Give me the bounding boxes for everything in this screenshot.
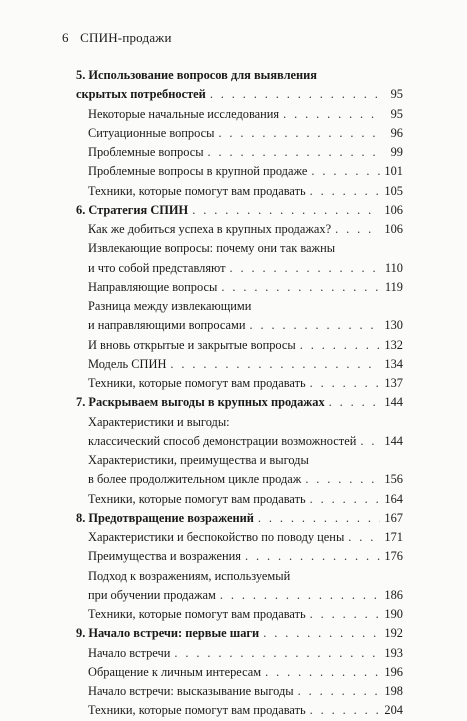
dot-leader [310,490,381,509]
dot-leader [310,374,381,393]
toc-entry-title: Начало встречи [88,645,171,660]
table-of-contents [76,66,403,721]
toc-chapter-line [76,393,403,412]
dot-leader [208,143,381,162]
toc-entry-line [76,105,403,124]
toc-entry-line [76,644,403,663]
toc-entry-title: Проблемные вопросы в крупной продаже [88,164,308,179]
dot-leader [329,393,381,412]
toc-entry-title: Модель СПИН [88,356,167,371]
toc-page-number: 132 [384,337,403,352]
toc-entry-line [76,663,403,682]
toc-entry-title: скрытых потребностей [76,87,206,102]
toc-entry-title: в более продолжительном цикле продаж [88,472,302,487]
toc-entry-line [76,220,403,239]
toc-entry-line [76,297,403,316]
page-number: 6 [62,30,69,45]
toc-page-number: 106 [384,202,403,217]
toc-page-number: 171 [384,530,403,544]
toc-entry-line [76,547,403,566]
toc-page-number: 105 [384,183,403,198]
toc-entry-title: Характеристики и беспокойство по поводу цены [88,530,345,544]
toc-entry-line [76,374,403,393]
toc-entry-title: Характеристики и выгоды: [88,414,230,429]
dot-leader [348,528,380,547]
toc-page-number: 137 [384,376,403,390]
dot-leader [245,547,380,566]
dot-leader [360,432,380,451]
toc-entry-title: 5. Использование вопросов для выявления [76,68,318,82]
running-header [62,30,172,46]
toc-entry-line [76,278,403,297]
toc-page-number: 176 [384,549,403,564]
toc-entry-title: Начало встречи: высказывание выгоды [88,684,294,698]
toc-entry-line [76,586,403,605]
toc-page-number: 144 [384,433,403,448]
toc-entry-title: 7. Раскрываем выгоды в крупных продажах [76,395,325,410]
toc-entry-title: Ситуационные вопросы [88,125,215,140]
toc-entry-title: Обращение к личным интересам [88,664,262,679]
dot-leader [310,701,381,720]
toc-page-number: 106 [384,222,403,236]
toc-chapter-line [76,201,403,220]
dot-leader [305,470,380,489]
toc-page-number: 190 [384,607,403,621]
toc-entry-title: при обучении продажам [88,587,216,602]
toc-page-number: 134 [384,356,403,371]
toc-entry-title: классический способ демонстрации возможностей [88,433,357,448]
toc-entry-line [76,182,403,201]
toc-entry-line [76,451,403,470]
toc-entry-title: Подход к возражениям, используемый [88,568,291,583]
dot-leader [218,124,381,143]
toc-entry-title: Техники, которые помогут вам продавать [88,183,306,198]
toc-entry-title: 6. Стратегия СПИН [76,202,189,217]
toc-entry-line [76,259,403,278]
toc-page-number: 95 [390,106,403,121]
toc-page-number: 193 [384,645,403,660]
toc-entry-line [76,701,403,720]
dot-leader [230,259,381,278]
dot-leader [192,201,380,220]
dot-leader [310,605,381,624]
toc-chapter-line [76,624,403,643]
toc-page-number: 167 [384,510,403,525]
toc-entry-line [76,528,403,547]
toc-page-number: 164 [384,491,403,506]
toc-entry-line [76,490,403,509]
dot-leader [220,586,381,605]
toc-page-number: 119 [384,279,403,294]
toc-entry-line [76,162,403,181]
toc-entry-title: Преимущества и возражения [88,549,241,564]
toc-entry-line [76,239,403,258]
toc-entry-line [76,470,403,489]
toc-page-number: 198 [384,684,403,698]
dot-leader [265,663,380,682]
toc-entry-line [76,355,403,374]
running-title: СПИН-продажи [80,30,172,45]
toc-entry-title: Некоторые начальные исследования [88,106,280,121]
toc-chapter-line [76,66,403,85]
dot-leader [310,182,381,201]
toc-page-number: 196 [384,664,403,679]
toc-entry-line [76,413,403,432]
toc-entry-title: и что собой представляют [88,260,226,275]
toc-entry-line [76,336,403,355]
toc-page-number: 192 [384,626,403,641]
toc-page-number: 156 [384,472,403,487]
toc-entry-title: Техники, которые помогут вам продавать [88,607,306,621]
toc-page-number: 95 [390,87,403,102]
toc-page-number: 186 [384,587,403,602]
toc-entry-line [76,605,403,624]
dot-leader [311,162,380,181]
toc-entry-line [76,143,403,162]
toc-page-number: 110 [384,260,403,275]
toc-entry-line [76,682,403,701]
toc-page-number: 99 [390,145,403,159]
toc-entry-title: Извлекающие вопросы: почему они так важны [88,241,336,256]
toc-entry-line [76,316,403,335]
toc-entry-title: Техники, которые помогут вам продавать [88,491,306,506]
dot-leader [298,682,381,701]
toc-page-number: 144 [384,395,403,410]
dot-leader [221,278,381,297]
dot-leader [170,355,380,374]
toc-entry-title: Как же добиться успеха в крупных продажах? [88,222,332,236]
toc-page-number: 130 [384,318,403,333]
toc-entry-title: Характеристики, преимущества и выгоды [88,453,309,467]
toc-entry-line [76,567,403,586]
toc-entry-title: Разница между извлекающими [88,299,252,313]
toc-entry-title: и направляющими вопросами [88,318,246,333]
toc-page-number: 96 [390,125,403,140]
dot-leader [210,85,381,104]
toc-entry-title: 9. Начало встречи: первые шаги [76,626,260,641]
dot-leader [335,220,380,239]
toc-entry-title: И вновь открытые и закрытые вопросы [88,337,296,352]
toc-entry-line [76,432,403,451]
toc-chapter-line [76,85,403,104]
dot-leader [263,624,380,643]
toc-entry-title: 8. Предотвращение возражений [76,510,254,525]
toc-entry-title: Проблемные вопросы [88,145,204,159]
toc-entry-line [76,124,403,143]
toc-page-number: 204 [384,703,403,718]
dot-leader [174,644,380,663]
toc-entry-title: Техники, которые помогут вам продавать [88,703,306,718]
dot-leader [283,105,381,124]
toc-entry-title: Техники, которые помогут вам продавать [88,376,306,390]
toc-chapter-line [76,509,403,528]
dot-leader [300,336,381,355]
toc-page-number: 101 [384,164,403,179]
dot-leader [250,316,381,335]
toc-entry-title: Направляющие вопросы [88,279,218,294]
dot-leader [258,509,381,528]
